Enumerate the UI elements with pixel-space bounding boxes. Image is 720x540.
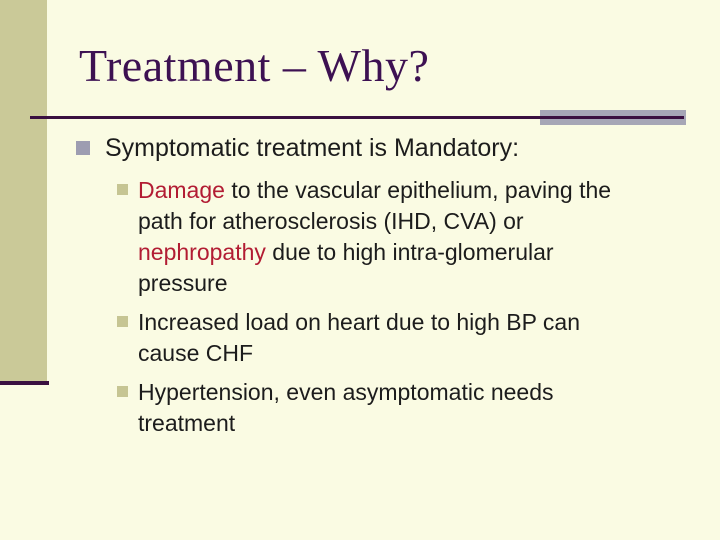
bullet-level2-hypertension	[117, 377, 720, 439]
bullet-level1	[76, 132, 720, 165]
slide-body	[0, 132, 720, 439]
bullet-square-icon	[117, 184, 128, 195]
bullet-level2-text: Increased load on heart due to high BP can cause CHF	[138, 309, 581, 366]
bullet-text-segment: to the vascular epithelium, paving the path for atherosclerosis (IHD, CVA) or	[138, 177, 612, 234]
highlight-term-damage: Damage	[138, 177, 225, 203]
bullet-level2-text	[138, 175, 718, 299]
bullet-level2-damage	[117, 175, 720, 299]
bullet-level2-heart-load	[117, 307, 720, 369]
bullet-square-icon	[117, 316, 128, 327]
bullet-text-segment: due to high intra-glomerular pressure	[138, 239, 554, 296]
bullet-level1-text: Symptomatic treatment is Mandatory:	[105, 134, 520, 162]
highlight-term-nephropathy: nephropathy	[138, 239, 266, 265]
sub-bullet-list	[117, 175, 720, 439]
bullet-level2-text: Hypertension, even asymptomatic needs treatment	[138, 379, 554, 436]
bullet-square-icon	[76, 141, 90, 155]
slide-title: Treatment – Why?	[79, 40, 430, 91]
title-rule-line	[30, 116, 684, 119]
bullet-square-icon	[117, 386, 128, 397]
